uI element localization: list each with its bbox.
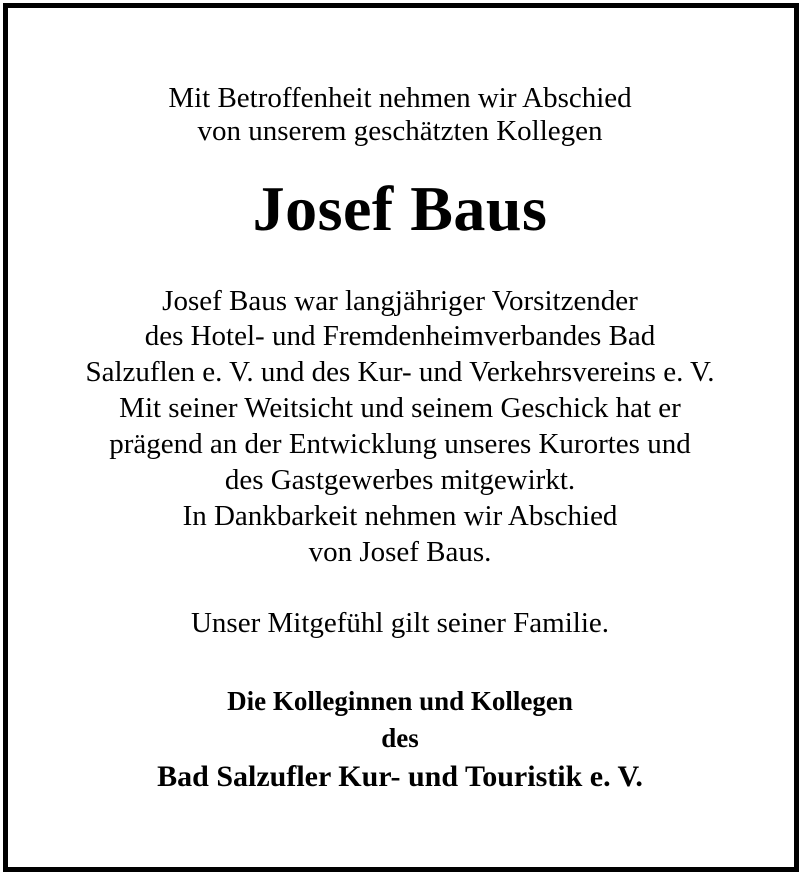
deceased-name: Josef Baus [252,173,548,244]
signature-line-1: Die Kolleginnen und Kollegen [227,686,573,716]
body-line-1: Josef Baus war langjähriger Vorsitzender [162,285,638,317]
signature-organization: Bad Salzufler Kur- und Touristik e. V. [157,760,643,793]
signature-line-2: des [381,723,419,753]
body-line-8: von Josef Baus. [308,536,492,568]
body-line-7: In Dankbarkeit nehmen wir Abschied [182,500,618,532]
body-line-2: des Hotel- und Fremdenheimverbandes Bad [144,320,656,352]
body-line-4: Mit seiner Weitsicht und seinem Geschick hat er [119,392,681,424]
condolence-line: Unser Mitgefühl gilt seiner Familie. [190,607,609,639]
body-line-5: prägend an der Entwicklung unseres Kurortes und [109,428,691,460]
body-line-3: Salzuflen e. V. und des Kur- und Verkehrsvereins e. V. [85,356,715,388]
intro-line-1: Mit Betroffenheit nehmen wir Abschied [168,82,632,114]
body-line-6: des Gastgewerbes mitgewirkt. [224,464,576,496]
intro-line-2: von unserem geschätzten Kollegen [197,115,603,147]
